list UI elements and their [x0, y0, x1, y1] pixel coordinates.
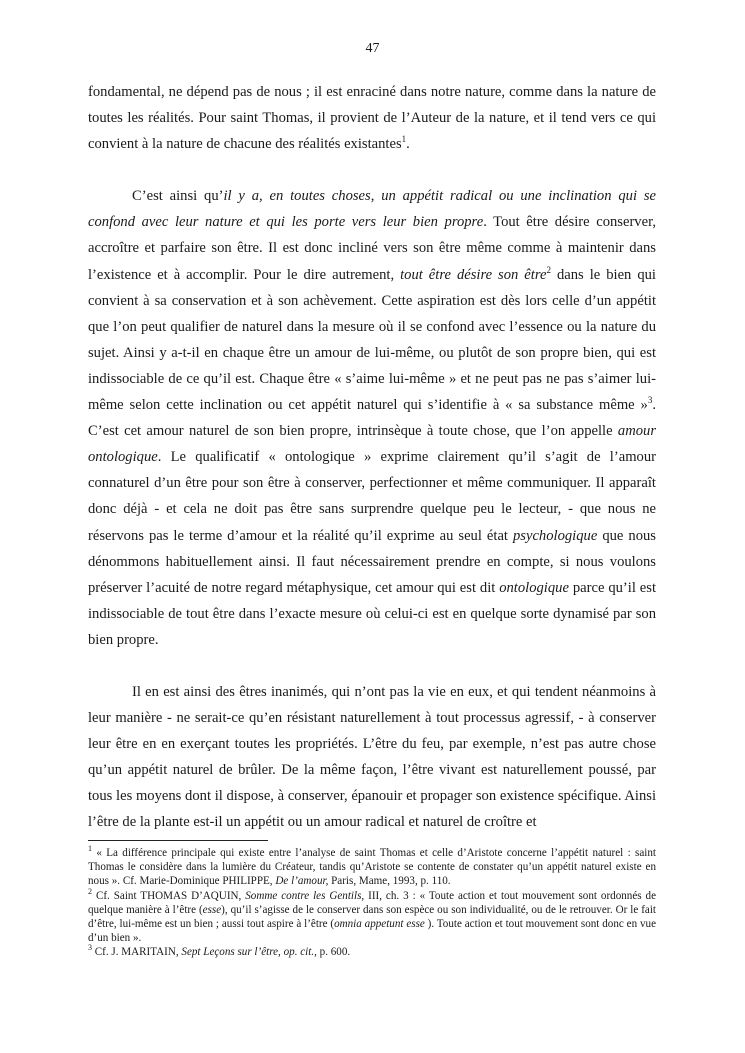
paragraph-gap	[88, 653, 656, 679]
text-run: ), qu’il s’agisse de le conserver dans son espèce ou son individualité, ou de le retrouver. Or le fait d’être, lui-même est un bien ; aussi tout aspire à l’être (	[88, 903, 656, 931]
text-run: C’est ainsi qu’	[132, 188, 224, 205]
text-run: parce qu’il est indissociable de tout être dans l’exacte mesure où celui-ci est en quelque sorte dynamisé par son bien propre.	[88, 579, 656, 648]
text-run: Cf. J. MARITAIN,	[92, 946, 182, 959]
italic-text: omnia appetunt esse	[334, 918, 425, 931]
text-run: p. 600.	[316, 946, 351, 959]
footnote-ref: 3	[88, 943, 92, 953]
text-run: fondamental, ne dépend pas de nous ; il est enraciné dans notre nature, comme dans la nature de toutes les réalités. Pour saint Thomas, il provient de l’Auteur de la nature, et il tend vers ce qui convient à la nature de chacune des réalités existantes	[88, 84, 656, 153]
italic-text: De l’amour,	[275, 875, 329, 888]
footnote-ref: 1	[401, 134, 407, 145]
text-run: Paris, Mame, 1993, p. 110.	[328, 875, 451, 888]
text-run: . Tout être désire conserver, accroître et parfaire son être. Il est donc incliné vers son être même comme à maintenir dans l’existence et à accomplir. Pour le dire autrement,	[88, 214, 657, 283]
footnote-ref: 3	[647, 395, 653, 406]
body-text	[88, 79, 656, 836]
paragraph-gap	[88, 157, 656, 183]
footnote-ref: 2	[546, 264, 551, 275]
text-run: , III, ch. 3 : « Toute action et tout mouvement sont ordonnés de quelque manière à l’être (	[88, 889, 656, 916]
text-run: Il en est ainsi des êtres inanimés, qui n’ont pas la vie en eux, et qui tendent néanmoins à leur manière - ne serait-ce qu’en résistant naturellement à tout processus agressif, - à conserver leur être en en exerçant toutes les propriétés. L’être du feu, par exemple, n’est pas autre chose qu’un appétit naturel de brûler. De la même façon, l’être vivant est naturellement poussé, par tous les moyens dont il dispose, à conserver, épanouir et propager son existence spécifique. Ainsi l’être de la plante est-il un appétit ou un amour radical et naturel de croître et	[88, 683, 656, 831]
footnote	[88, 945, 656, 959]
footnote-ref: 2	[88, 886, 92, 896]
italic-text: psychologique	[513, 527, 598, 544]
italic-text: Sept Leçons sur l’être, op. cit.,	[181, 946, 317, 959]
text-run: ). Toute action et tout mouvement sont donc en vue d’un bien ».	[88, 918, 656, 945]
footnote-separator	[88, 840, 268, 841]
footnote-ref: 1	[88, 844, 92, 853]
text-run: . Le qualificatif « ontologique » exprime clairement qu’il s’agit de l’amour connaturel d’un être pour son être à conserver, perfectionner et même communiquer. Il apparaît donc déjà - et cela ne doit pas être sans surprendre quelque peu le lecteur, - que nous ne réservons pas le terme d’amour et la réalité qu’il exprime au seul état	[88, 449, 656, 544]
italic-text: tout être désire son être	[400, 266, 547, 283]
italic-text: Somme contre les Gentils	[245, 889, 362, 902]
italic-text: il y a, en toutes choses, un appétit radical ou une inclination qui se confond avec leur nature et qui les porte vers leur bien propre	[88, 188, 656, 231]
footnotes	[88, 846, 656, 960]
italic-text: ontologique	[499, 579, 569, 596]
text-run: . C’est cet amour naturel de son bien propre, intrinsèque à toute chose, que l’on appelle	[88, 397, 656, 440]
paragraph	[88, 679, 656, 836]
paragraph	[88, 183, 656, 653]
text-run: .	[406, 136, 410, 153]
paragraph	[88, 79, 656, 157]
italic-text: amour ontologique	[88, 423, 656, 466]
footnote	[88, 846, 656, 889]
text-run: que nous dénommons habituellement ainsi. Il faut nécessairement prendre en compte, si nous voulons préserver l’acuité de notre regard métaphysique, cet amour qui est dit	[88, 527, 656, 596]
text-run: dans le bien qui convient à sa conservation et à son achèvement. Cette aspiration est dès lors celle d’un appétit que l’on peut qualifier de naturel dans la mesure où il se confond avec l’essence ou la nature du sujet. Ainsi y a-t-il en chaque être un amour de lui-même, ou plutôt de son propre bien, qui est indissociable de ce qu’il est. Chaque être « s’aime lui-même » et ne peut pas ne pas s’aimer lui-même selon cette inclination ou cet appétit naturel qui s’identifie à « sa substance même »	[88, 266, 656, 414]
page-number: 47	[365, 41, 380, 56]
italic-text: esse	[202, 903, 222, 916]
text-run: « La différence principale qui existe entre l’analyse de saint Thomas et celle d’Aristote concerne l’appétit naturel : saint Thomas le considère dans la lumière du Créateur, tandis qu’Aristote se contente de constater qu’un appétit naturel existe en nous ». Cf. Marie-Dominique PHILIPPE,	[88, 847, 656, 888]
footnote	[88, 886, 656, 946]
text-run: Cf. Saint THOMAS D’AQUIN,	[92, 889, 246, 902]
